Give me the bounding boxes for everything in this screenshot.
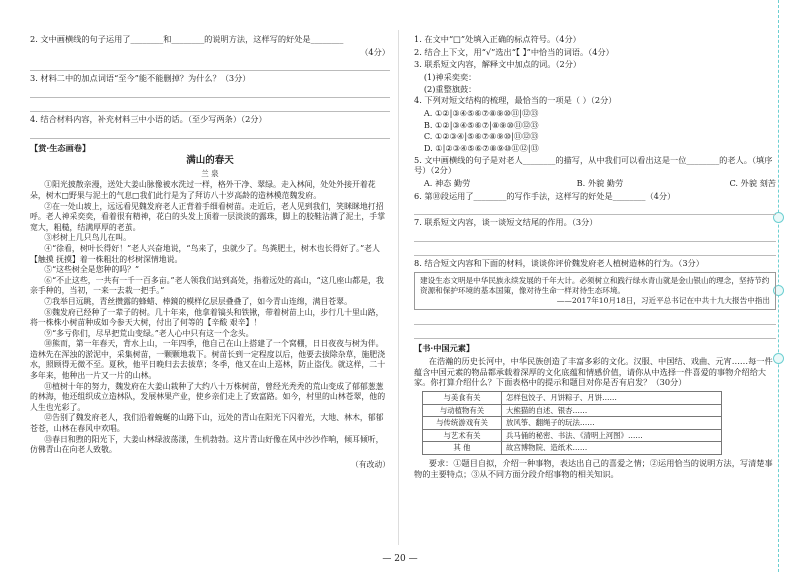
paragraph: ③杉树上几只鸟儿在叫。 [44, 233, 132, 243]
option: B. 外貌 勤劳 [576, 177, 624, 188]
answer-line[interactable] [30, 127, 390, 139]
sub-question: (2)重整旗鼓： [423, 83, 477, 94]
article-note: （有改动） [351, 459, 390, 469]
question-1: 1. 在文中“□”处填入正确的标点符号。（4分） [414, 34, 581, 44]
paragraph: ⑦我举目远眺，青丝攒露的蜂蜡、棒鏡的模样亿层层叠叠了，如今青山连绵，满目苍翠。 [44, 296, 352, 306]
question-6: 6. 第⑩段运用了________的写作手法，这样写的好处是________（4分） [414, 190, 676, 201]
answer-line[interactable] [414, 230, 776, 242]
question-3: 3. 材料二中的加点词语“至今”能不能删掉？为什么？（3分） [30, 73, 251, 84]
right-column [414, 34, 776, 481]
option: D. ①|②③④⑤⑥⑦⑧⑨⑩⑪⑫|⑬ [423, 142, 539, 153]
question-4: 4. 下列对短文结构的梳理，最恰当的一项是（ ）（2分） [414, 95, 617, 106]
table-row: 与动植物有关 大熊猫的自述、银杏…… [423, 404, 722, 417]
answer-line[interactable] [30, 100, 390, 112]
option: B. ①②|③④⑤⑥⑦|⑧⑨⑩⑪⑫⑬ [423, 119, 539, 130]
table-row: 其 他 故宫博物院、造纸术…… [423, 442, 722, 455]
quote-text: 建设生态文明是中华民族永续发展的千年大计。必须树立和践行绿水青山就是金山银山的理念，坚持节约资源和保护环境的基本国策，像对待生命一样对待生态环境。 [420, 275, 770, 295]
paragraph: ⑬春日和煦的阳光下，大姜山林绿波荡漾，生机勃勃。这片青山好像在风中沙沙作响，倾耳倾听，仿佛青山在向老人致敬。 [30, 434, 384, 455]
paragraph: ②在一处山坡上，远远看见魏发府老人正背着手细看树苗。走近后，老人见到我们，笑眯眯地打招呼。老人神采奕奕，看着很有精神，花白的头发上顶着一层淡淡的露珠，脚上的胶鞋沾满了泥土，手掌宽大，粗糙，结满厚厚的老茧。 [30, 201, 386, 232]
option: A. 神态 勤劳 [423, 177, 471, 188]
article-author: 兰 泉 [201, 168, 219, 178]
paragraph: ⑧魏发府已经种了一辈子的树。几十年来，他拿着镐头和铁锹，带着树苗上山，步行几十里山路，将一株株小树苗种成如今参天大树，付出了何等的【辛酸 艰辛】！ [30, 307, 384, 328]
table-row: 与美食有关 怎样包饺子、月饼粽子、月饼…… [423, 391, 722, 404]
writing-prompt: 在浩瀚的历史长河中，中华民族创造了丰富多彩的文化。汉服、中国结、戏曲、元宵……每一件蕴含中国元素的物品都承载着深厚的文化底蕴和情感价值，请你从中选择一件喜爱的事物介绍给大家。你打算介绍什么？下面表格中的提示和题目对你是否有启发？（30分） [414, 355, 773, 388]
paragraph: ⑥“不止这些，一共有一千一百多亩。”老人领我们站到高处，指着远处的高山，“这几座山都是，我亲手种的，当初，一来一去栽一把手。” [30, 275, 384, 296]
paragraph: ④“徐看，树叶长得好！”老人兴奋地说，“鸟来了，虫就少了。鸟粪肥土，树木也长得好了。”老人【触摸 抚摸】着一株粗壮的杉树深情地说。 [30, 243, 380, 264]
answer-line[interactable] [30, 59, 390, 71]
question-3: 3. 联系短文内容，解释文中加点的词。（2分） [414, 59, 582, 70]
answer-line[interactable] [414, 203, 776, 215]
answer-line[interactable] [414, 313, 776, 325]
option: C. 外貌 刻苦 [729, 177, 776, 188]
section-heading: 【书·中国元素】 [414, 343, 475, 354]
section-heading: 【赏·生态画卷】 [30, 142, 91, 153]
paragraph: ①阳光披散亲漫，送处大姜山脉像被水洗过一样，格外干净、翠绿。走入林间，处处外接开着花朵，树木□野果与泥土的气息□我们此行是为了拜访八十岁高龄的造林模范魏发府。 [30, 180, 376, 200]
paragraph: ⑨“多亏你们，尽早把荒山变绿。”老人心中只有这一个念头。 [44, 328, 254, 338]
option: C. ①②③④|⑤⑥⑦⑧⑨⑩|⑪⑫⑬ [423, 131, 539, 142]
paragraph: ⑩熊而，第一年春天，背水上山，一年四季，他自己在山上搭建了一个窝棚，日日夜夜与树为伴。造林先在浑浊的淤泥中，采集树苗，一颗颗地栽下。树苗长到一定程度以后，他要去拔除杂草，施肥浇水，照顾得无微不至。夏秋，他平日晚归去去拔草；冬季，他又在山上巡林，防止盗伐。就这样，二十多年来，他种出一片又一片的山林。 [30, 339, 386, 381]
paragraph: ⑫告别了魏发府老人，我们沿着蜿蜒的山路下山，远处的青山在阳光下闪着光，大地、林木，郁郁苍苍，山林在春风中欢唱。 [30, 413, 384, 434]
question-5: 5. 文中画横线的句子是对老人________的描写，从中我们可以看出这是一位________的老人。（填序号）（2分） [414, 154, 773, 176]
writing-requirements: 要求：①题目自拟，介绍一种事物，表达出自己的喜爱之情；②运用恰当的说明方法，写清楚事物的主要特点；③从不同方面分段介绍事物的相关知识。 [414, 458, 773, 479]
quote-box [414, 272, 776, 311]
question-8: 8. 结合短文内容和下面的材料，谈谈你评价魏发府老人植树造林的行为。（3分） [414, 257, 704, 268]
question-2-score: （4分） [360, 46, 390, 57]
option: A. ①②|③④⑤⑥⑦⑧⑨⑩⑪|⑫⑬ [423, 107, 539, 118]
answer-line[interactable] [414, 327, 776, 339]
table-row: 与传统游戏有关 放风筝、翻绳子的玩法…… [423, 417, 722, 430]
answer-line[interactable] [414, 244, 776, 256]
question-4: 4. 结合材料内容，补充材料三中小语的话。（至少写两条）（2分） [30, 113, 267, 124]
question-7: 7. 联系短文内容，谈一谈短文结尾的作用。（3分） [414, 217, 598, 228]
answer-line[interactable] [30, 86, 390, 98]
question-2: 2. 文中画横线的句子运用了________和________的说明方法，这样写的好处是________ [30, 34, 344, 44]
table-row: 与艺术有关 兵马俑的秘密、书法、《清明上河图》…… [423, 429, 722, 442]
options-row [424, 178, 776, 189]
question-2: 2. 结合上下文，用“√”选出“【 】”中恰当的词语。（4分） [414, 46, 614, 57]
quote-source: ——2017年10月18日，习近平总书记在中共十九大报告中指出 [556, 296, 770, 305]
article-title: 满山的春天 [186, 155, 234, 167]
hint-table [422, 391, 722, 455]
page-number: — 20 — [382, 554, 418, 564]
sub-question: (1)神采奕奕： [423, 71, 477, 82]
column-divider [398, 30, 399, 545]
left-column [30, 34, 390, 470]
paragraph: ⑤“这些树全是您种的吗？” [44, 265, 140, 275]
paragraph: ⑪植树十年的努力，魏发府在大姜山栽种了大约八十万株树苗，曾经光秃秃的荒山变成了郁郁葱葱的林海，他还组织成立造林队，发展林果产业，使乡亲们走上了致富路。如今，村里的山林苍翠，他的人生也光彩了。 [30, 381, 386, 412]
